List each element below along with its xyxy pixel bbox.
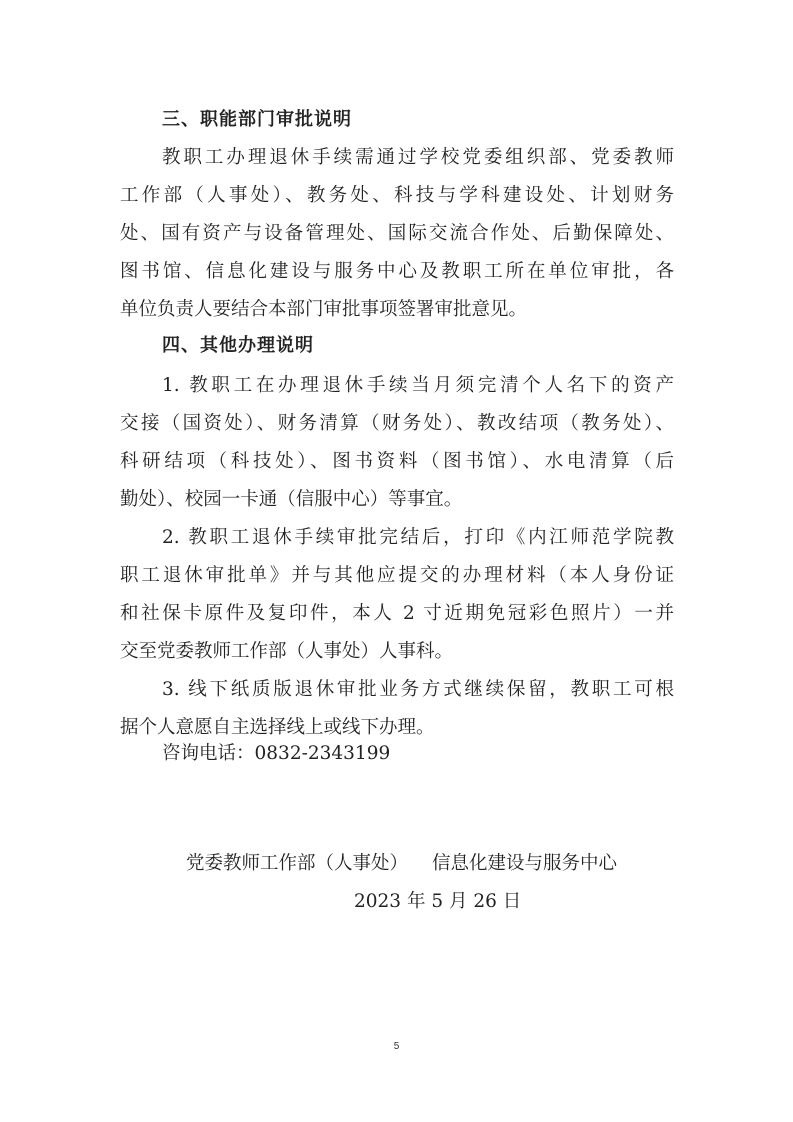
signature-line [186, 852, 617, 876]
section-3-line-5: 单位负责人要结合本部门审批事项签署审批意见。 [120, 299, 528, 320]
item-1-line-4: 勤处）、校园一卡通（信服中心）等事宜。 [120, 489, 463, 510]
signature-org-2: 信息化建设与服务中心 [432, 853, 618, 874]
section-3-line-2: 工作部（人事处）、教务处、科技与学科建设处、计划财务 [120, 185, 674, 206]
signature-date: 2023 年 5 月 26 日 [354, 891, 522, 912]
contact-phone: 0832-2343199 [254, 743, 391, 764]
section-3-line-3: 处、国有资产与设备管理处、国际交流合作处、后勤保障处、 [120, 223, 674, 244]
contact-line [162, 742, 390, 766]
item-3-line-1: 3. 线下纸质版退休审批业务方式继续保留，教职工可根 [162, 679, 674, 700]
item-1-line-3: 科研结项（科技处）、图书资料（图书馆）、水电清算（后 [120, 451, 674, 472]
item-1-line-1: 1. 教职工在办理退休手续当月须完清个人名下的资产 [162, 375, 674, 396]
item-2-line-3: 和社保卡原件及复印件，本人 2 寸近期免冠彩色照片）一并 [120, 603, 674, 624]
section-3-line-1: 教职工办理退休手续需通过学校党委组织部、党委教师 [162, 147, 674, 168]
section-3-heading: 三、职能部门审批说明 [162, 109, 352, 130]
item-2-line-4: 交至党委教师工作部（人事处）人事科。 [120, 641, 454, 662]
item-2-line-1: 2. 教职工退休手续审批完结后，打印《内江师范学院教 [162, 527, 674, 548]
item-1-line-2: 交接（国资处）、财务清算（财务处）、教改结项（教务处）、 [120, 413, 674, 434]
contact-label: 咨询电话： [162, 743, 255, 764]
item-2-line-2: 职工退休审批单》并与其他应提交的办理材料（本人身份证 [120, 565, 674, 586]
signature-org-1: 党委教师工作部（人事处） [186, 853, 409, 874]
section-4-heading: 四、其他办理说明 [162, 335, 314, 356]
section-3-line-4: 图书馆、信息化建设与服务中心及教职工所在单位审批，各 [120, 261, 674, 282]
item-3-line-2: 据个人意愿自主选择线上或线下办理。 [120, 717, 435, 738]
page-number: 5 [393, 1041, 400, 1052]
